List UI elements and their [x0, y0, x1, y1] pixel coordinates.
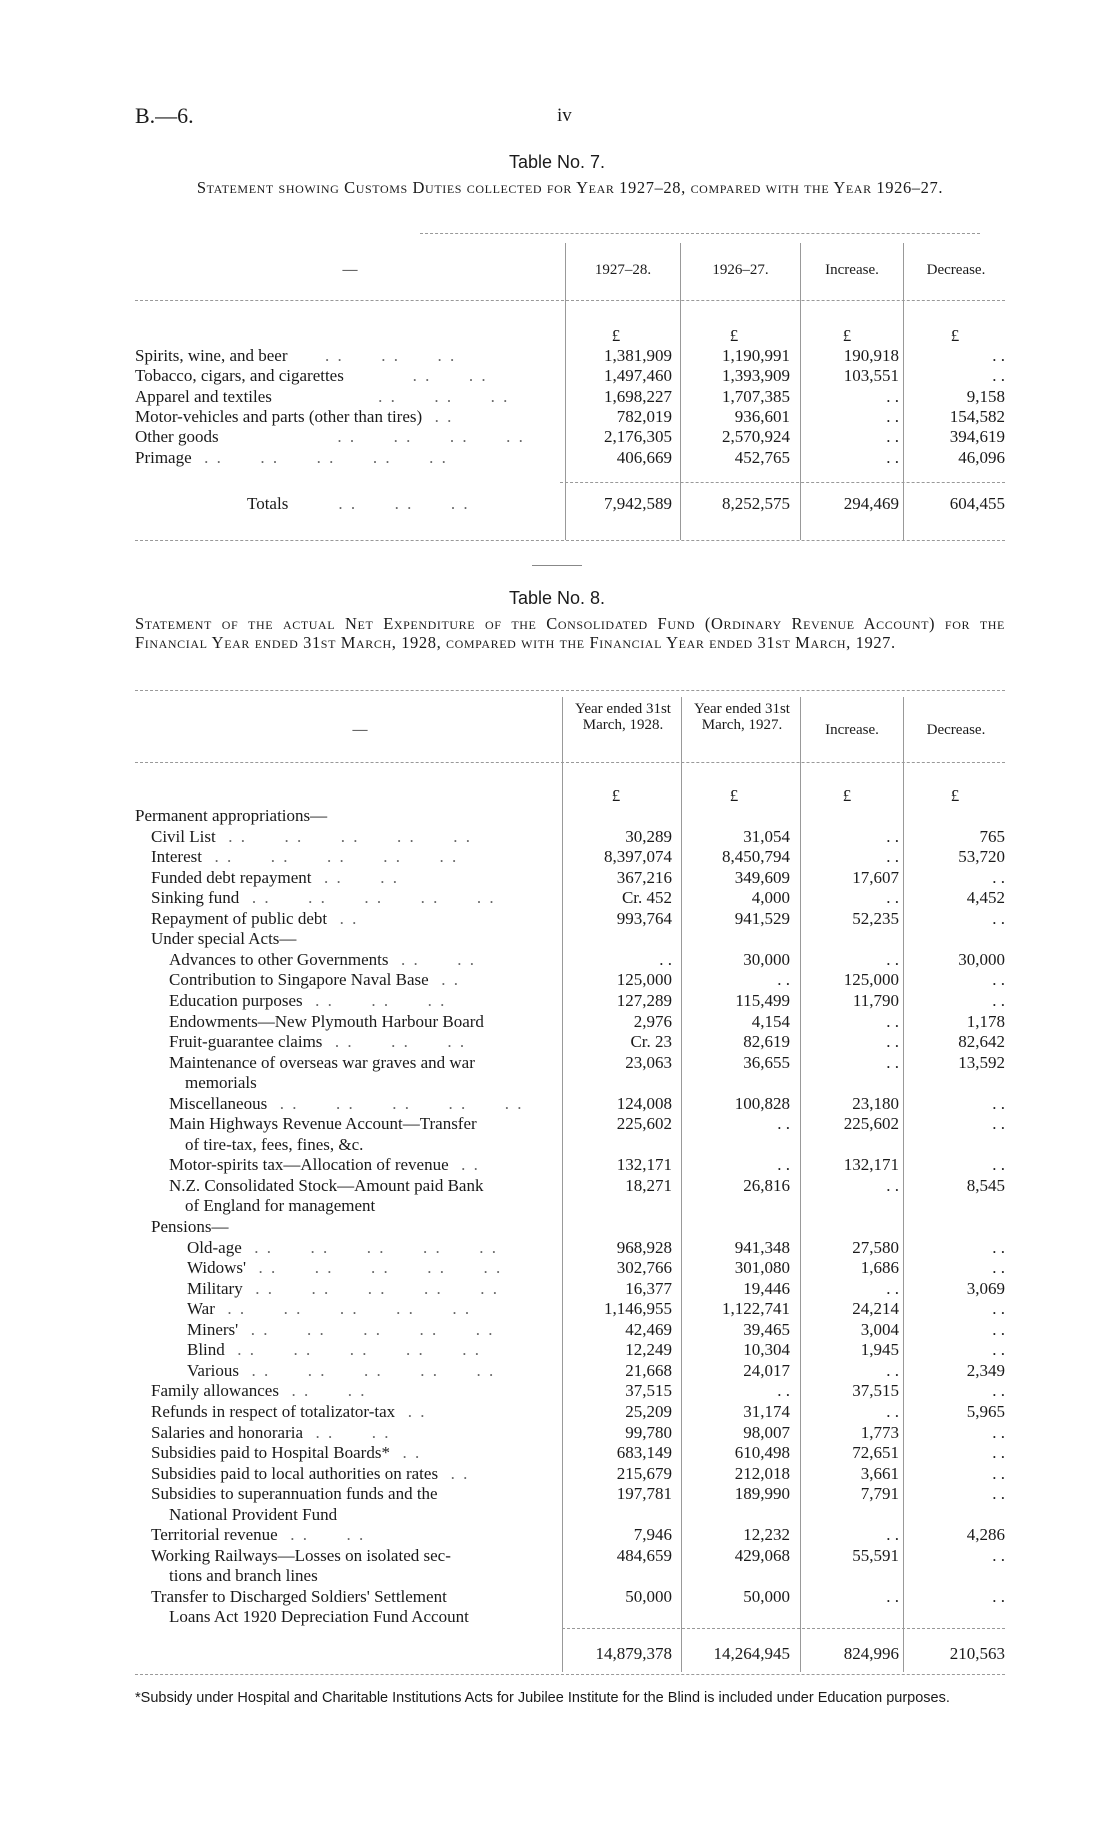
cell-value: 31,174	[743, 1401, 790, 1421]
cell-value: 3,661	[860, 1463, 899, 1483]
currency-symbol: £	[611, 786, 621, 805]
cell-value: 27,580	[852, 1237, 899, 1257]
cell-value: 50,000	[625, 1586, 672, 1606]
totals-label: Totals . . . . . .	[247, 494, 470, 513]
cell-value: 72,651	[852, 1443, 899, 1463]
row-label: Blind . . . . . . . . . .	[187, 1340, 482, 1360]
cell-value: 1,146,955	[604, 1299, 672, 1319]
cell-value: . .	[886, 1525, 899, 1545]
table7-top-rule	[420, 233, 980, 234]
row-label: Widows' . . . . . . . . . .	[187, 1258, 503, 1278]
cell-value: 4,154	[751, 1011, 790, 1031]
currency-symbol: £	[729, 786, 739, 805]
total-value: 8,252,575	[722, 494, 790, 513]
row-label: War . . . . . . . . . .	[187, 1299, 472, 1319]
row-label: Maintenance of overseas war graves and war	[169, 1052, 475, 1072]
cell-value: 190,918	[843, 346, 899, 365]
table-row	[0, 346, 1114, 366]
cell-value: . .	[992, 1299, 1005, 1319]
cell-value: 46,096	[958, 447, 1005, 467]
table7-title: Table No. 7.	[508, 152, 606, 172]
currency-symbol: £	[842, 786, 852, 805]
table-row	[0, 1525, 1114, 1545]
cell-value: . .	[659, 949, 672, 969]
row-label: Advances to other Governments . . . .	[169, 949, 477, 969]
table-row	[0, 909, 1114, 929]
cell-value: 52,235	[852, 908, 899, 928]
cell-value: . .	[886, 1401, 899, 1421]
row-label: Fruit-guarantee claims . . . . . .	[169, 1032, 467, 1052]
cell-value: . .	[992, 1484, 1005, 1504]
table-row	[0, 1053, 1114, 1073]
cell-value: . .	[992, 970, 1005, 990]
cell-value: 31,054	[743, 826, 790, 846]
footnote: *Subsidy under Hospital and Charitable Institutions Acts for Jubilee Institute for the Blind is included under Education purposes.	[135, 1690, 950, 1706]
cell-value: 2,349	[966, 1360, 1005, 1380]
cell-value: 5,965	[966, 1401, 1005, 1421]
cell-value: . .	[992, 1237, 1005, 1257]
table8-statement: Statement of the actual Net Expenditure of the Consolidated Fund (Ordinary Revenue Account) for the Financial Year ended 31st March, 1928, compared with the Financial Year ended 31st March, 1927.	[135, 614, 1005, 652]
cell-value: . .	[992, 1114, 1005, 1134]
table7-col-head-1926-27: 1926–27.	[712, 262, 769, 278]
table-row	[0, 1587, 1114, 1607]
row-label: Spirits, wine, and beer . . . . . .	[135, 346, 457, 365]
cell-value: . .	[992, 1586, 1005, 1606]
currency-symbol: £	[842, 326, 852, 345]
cell-value: 30,289	[625, 826, 672, 846]
cell-value: . .	[992, 1381, 1005, 1401]
cell-value: 30,000	[743, 949, 790, 969]
cell-value: 1,497,460	[604, 366, 672, 386]
currency-symbol: £	[950, 326, 960, 345]
table-row	[0, 1402, 1114, 1422]
table7-bottom-rule	[135, 540, 1005, 541]
cell-value: 8,450,794	[722, 847, 790, 867]
row-label-continuation: of tire-tax, fees, fines, &c.	[185, 1134, 364, 1154]
cell-value: 1,122,741	[722, 1299, 790, 1319]
cell-value: 12,232	[743, 1525, 790, 1545]
row-label-continuation: tions and branch lines	[169, 1566, 318, 1586]
cell-value: 13,592	[958, 1052, 1005, 1072]
cell-value: . .	[992, 1319, 1005, 1339]
table-row	[0, 847, 1114, 867]
cell-value: . .	[886, 826, 899, 846]
cell-value: 10,304	[743, 1340, 790, 1360]
row-label: Sinking fund . . . . . . . . . .	[151, 888, 496, 908]
table-row	[0, 1176, 1114, 1196]
cell-value: . .	[777, 1114, 790, 1134]
table7-col-head-1927-28: 1927–28.	[594, 262, 652, 278]
cell-value: . .	[992, 1463, 1005, 1483]
row-label-continuation: of England for management	[185, 1196, 376, 1216]
cell-value: . .	[992, 1093, 1005, 1113]
cell-value: 1,178	[966, 1011, 1005, 1031]
cell-value: 782,019	[616, 406, 672, 426]
total-value: 294,469	[843, 494, 899, 513]
cell-value: 98,007	[743, 1422, 790, 1442]
row-label: Transfer to Discharged Soldiers' Settlement	[151, 1586, 447, 1606]
row-label: Interest . . . . . . . . . .	[151, 847, 459, 867]
page-number: iv	[557, 105, 572, 126]
table-row	[0, 1340, 1114, 1360]
cell-value: 4,286	[966, 1525, 1005, 1545]
cell-value: . .	[992, 366, 1005, 386]
table7-totals-row	[0, 494, 1114, 514]
cell-value: 683,149	[616, 1443, 672, 1463]
row-label: Pensions—	[151, 1217, 229, 1236]
cell-value: 7,946	[633, 1525, 672, 1545]
cell-value: 3,069	[966, 1278, 1005, 1298]
cell-value: 225,602	[843, 1114, 899, 1134]
cell-value: . .	[992, 1422, 1005, 1442]
row-label: N.Z. Consolidated Stock—Amount paid Bank	[169, 1175, 484, 1195]
row-label: Miscellaneous . . . . . . . . . .	[169, 1093, 524, 1113]
table-row	[0, 806, 1114, 826]
cell-value: . .	[777, 970, 790, 990]
row-label: Old-age . . . . . . . . . .	[187, 1237, 499, 1257]
table8-top-rule	[135, 690, 1005, 691]
row-label: Motor-vehicles and parts (other than tires) . .	[135, 406, 454, 426]
row-label-continuation: memorials	[185, 1073, 257, 1093]
cell-value: 936,601	[734, 406, 790, 426]
cell-value: 11,790	[852, 990, 899, 1010]
cell-value: . .	[886, 847, 899, 867]
cell-value: 37,515	[625, 1381, 672, 1401]
row-label: Miners' . . . . . . . . . .	[187, 1319, 495, 1339]
cell-value: 53,720	[958, 847, 1005, 867]
total-value: 14,264,945	[713, 1644, 790, 1663]
row-label: Salaries and honoraria . . . .	[151, 1422, 391, 1442]
table-row	[0, 1155, 1114, 1175]
row-label: Subsidies to superannuation funds and the	[151, 1484, 438, 1504]
cell-value: 18,271	[625, 1175, 672, 1195]
cell-value: 993,764	[616, 908, 672, 928]
table7-statement: Statement showing Customs Duties collected for Year 1927–28, compared with the Year 1926–27.	[196, 178, 944, 197]
row-label: Contribution to Singapore Naval Base . .	[169, 970, 460, 990]
cell-value: 30,000	[958, 949, 1005, 969]
row-label: Primage . . . . . . . . . .	[135, 447, 448, 467]
table-row	[0, 1299, 1114, 1319]
cell-value: 1,945	[860, 1340, 899, 1360]
cell-value: . .	[886, 1175, 899, 1195]
cell-value: 1,773	[860, 1422, 899, 1442]
cell-value: 765	[979, 826, 1005, 846]
cell-value: 1,686	[860, 1258, 899, 1278]
table-row	[0, 1443, 1114, 1463]
row-label: Civil List . . . . . . . . . .	[151, 826, 472, 846]
row-label: Funded debt repayment . . . .	[151, 867, 400, 887]
table-row	[0, 929, 1114, 949]
section-divider	[532, 565, 582, 566]
cell-value: 17,607	[852, 867, 899, 887]
cell-value: . .	[886, 447, 899, 467]
cell-value: 16,377	[625, 1278, 672, 1298]
cell-value: . .	[992, 908, 1005, 928]
cell-value: 23,063	[625, 1052, 672, 1072]
table-row	[0, 1464, 1114, 1484]
table-row	[0, 970, 1114, 990]
cell-value: . .	[886, 406, 899, 426]
cell-value: 12,249	[625, 1340, 672, 1360]
table-row	[0, 1217, 1114, 1237]
table-row	[0, 448, 1114, 468]
cell-value: . .	[886, 1011, 899, 1031]
table-row	[0, 1114, 1114, 1134]
table8-col-head-decrease: Decrease.	[926, 722, 986, 738]
table8-currency-row	[0, 786, 1114, 806]
table7-col-head-decrease: Decrease.	[926, 262, 986, 278]
table8-col-head-1928: Year ended 31st March, 1928.	[575, 701, 671, 733]
table-row	[0, 888, 1114, 908]
cell-value: 301,080	[734, 1258, 790, 1278]
cell-value: . .	[992, 1155, 1005, 1175]
total-value: 824,996	[843, 1644, 899, 1663]
cell-value: 50,000	[743, 1586, 790, 1606]
table-row	[0, 827, 1114, 847]
cell-value: 941,348	[734, 1237, 790, 1257]
cell-value: 42,469	[625, 1319, 672, 1339]
cell-value: 1,190,991	[722, 346, 790, 365]
cell-value: 132,171	[616, 1155, 672, 1175]
cell-value: 197,781	[616, 1484, 672, 1504]
row-label: Working Railways—Losses on isolated sec-	[151, 1545, 451, 1565]
table8-totals-row	[0, 1644, 1114, 1664]
cell-value: Cr. 452	[621, 888, 672, 908]
table-row	[0, 1484, 1114, 1504]
table7-col-head-increase: Increase.	[825, 262, 879, 278]
cell-value: 127,289	[616, 990, 672, 1010]
cell-value: 115,499	[735, 990, 790, 1010]
table-row	[0, 1361, 1114, 1381]
table-row	[0, 1546, 1114, 1566]
table-row	[0, 1258, 1114, 1278]
row-label: Under special Acts—	[151, 929, 297, 949]
currency-symbol: £	[729, 326, 739, 345]
cell-value: 132,171	[843, 1155, 899, 1175]
row-label: Motor-spirits tax—Allocation of revenue . .	[169, 1155, 480, 1175]
cell-value: 8,545	[966, 1175, 1005, 1195]
row-label: Subsidies paid to local authorities on rates . .	[151, 1463, 470, 1483]
row-label: Military . . . . . . . . . .	[187, 1278, 499, 1298]
table-row	[0, 1381, 1114, 1401]
cell-value: 2,976	[633, 1011, 672, 1031]
total-value: 7,942,589	[604, 494, 672, 513]
cell-value: 302,766	[616, 1258, 672, 1278]
cell-value: 3,004	[860, 1319, 899, 1339]
cell-value: 215,679	[616, 1463, 672, 1483]
table8-totals-rule	[562, 1628, 1005, 1629]
table8-col-head-increase: Increase.	[825, 722, 879, 738]
cell-value: 36,655	[743, 1052, 790, 1072]
table8-header-rule	[135, 762, 1005, 763]
table-row	[0, 427, 1114, 447]
cell-value: 2,570,924	[722, 427, 790, 447]
total-value: 210,563	[949, 1644, 1005, 1663]
cell-value: . .	[886, 1278, 899, 1298]
cell-value: . .	[886, 1586, 899, 1606]
cell-value: 225,602	[616, 1114, 672, 1134]
table-row	[0, 1032, 1114, 1052]
row-label: Education purposes . . . . . .	[169, 990, 447, 1010]
cell-value: 39,465	[743, 1319, 790, 1339]
cell-value: . .	[886, 888, 899, 908]
cell-value: . .	[992, 867, 1005, 887]
cell-value: 82,619	[743, 1032, 790, 1052]
cell-value: . .	[886, 1052, 899, 1072]
table-row	[0, 366, 1114, 386]
cell-value: 23,180	[852, 1093, 899, 1113]
cell-value: 394,619	[949, 427, 1005, 447]
cell-value: 349,609	[734, 867, 790, 887]
table-row	[0, 950, 1114, 970]
row-label: Various . . . . . . . . . .	[187, 1360, 496, 1380]
cell-value: 610,498	[734, 1443, 790, 1463]
cell-value: 25,209	[625, 1401, 672, 1421]
cell-value: . .	[992, 990, 1005, 1010]
cell-value: 55,591	[852, 1545, 899, 1565]
cell-value: 103,551	[843, 366, 899, 386]
row-label: Refunds in respect of totalizator-tax . .	[151, 1401, 427, 1421]
cell-value: 7,791	[860, 1484, 899, 1504]
cell-value: 941,529	[734, 908, 790, 928]
cell-value: 125,000	[616, 970, 672, 990]
cell-value: 9,158	[966, 386, 1005, 406]
row-label: Repayment of public debt . .	[151, 908, 359, 928]
row-label: Territorial revenue . . . .	[151, 1525, 366, 1545]
table-row	[0, 387, 1114, 407]
cell-value: 429,068	[734, 1545, 790, 1565]
table-row	[0, 1012, 1114, 1032]
table-row	[0, 1320, 1114, 1340]
currency-symbol: £	[950, 786, 960, 805]
cell-value: 37,515	[852, 1381, 899, 1401]
total-value: 604,455	[949, 494, 1005, 513]
cell-value: 24,214	[852, 1299, 899, 1319]
table-row	[0, 407, 1114, 427]
row-label: Endowments—New Plymouth Harbour Board	[169, 1011, 484, 1031]
table8-bottom-rule	[135, 1674, 1005, 1675]
table-row	[0, 1094, 1114, 1114]
cell-value: 1,698,227	[604, 386, 672, 406]
row-label: Subsidies paid to Hospital Boards* . .	[151, 1443, 422, 1463]
cell-value: 4,452	[966, 888, 1005, 908]
cell-value: 1,393,909	[722, 366, 790, 386]
cell-value: 189,990	[734, 1484, 790, 1504]
cell-value: . .	[886, 427, 899, 447]
row-label-continuation: National Provident Fund	[169, 1504, 338, 1524]
row-label-continuation: Loans Act 1920 Depreciation Fund Account	[169, 1607, 469, 1627]
cell-value: 154,582	[949, 406, 1005, 426]
cell-value: 4,000	[751, 888, 790, 908]
total-value: 14,879,378	[595, 1644, 672, 1663]
table-row	[0, 1238, 1114, 1258]
cell-value: 8,397,074	[604, 847, 672, 867]
row-label: Permanent appropriations—	[135, 806, 328, 825]
cell-value: . .	[992, 1545, 1005, 1565]
cell-value: 2,176,305	[604, 427, 672, 447]
cell-value: 1,381,909	[604, 346, 672, 365]
cell-value: 367,216	[616, 867, 672, 887]
cell-value: . .	[886, 1032, 899, 1052]
cell-value: 406,669	[616, 447, 672, 467]
cell-value: Cr. 23	[630, 1032, 672, 1052]
table-row	[0, 1423, 1114, 1443]
cell-value: 452,765	[734, 447, 790, 467]
cell-value: . .	[886, 949, 899, 969]
table7-currency-row	[0, 326, 1114, 346]
cell-value: . .	[992, 1258, 1005, 1278]
cell-value: . .	[992, 346, 1005, 365]
row-label: Apparel and textiles . . . . . .	[135, 386, 510, 406]
cell-value: 125,000	[843, 970, 899, 990]
table7-col-head-label: —	[342, 262, 358, 278]
table-row	[0, 1279, 1114, 1299]
cell-value: 19,446	[743, 1278, 790, 1298]
cell-value: . .	[777, 1381, 790, 1401]
table8-col-head-label: —	[352, 722, 368, 738]
table8-col-head-1927: Year ended 31st March, 1927.	[694, 701, 790, 733]
table7-totals-rule	[560, 482, 1005, 483]
row-label: Family allowances . . . .	[151, 1381, 367, 1401]
cell-value: 82,642	[958, 1032, 1005, 1052]
table-row	[0, 991, 1114, 1011]
row-label: Main Highways Revenue Account—Transfer	[169, 1114, 477, 1134]
cell-value: 968,928	[616, 1237, 672, 1257]
cell-value: 212,018	[734, 1463, 790, 1483]
table8-title: Table No. 8.	[508, 588, 606, 608]
cell-value: . .	[992, 1443, 1005, 1463]
cell-value: 1,707,385	[722, 386, 790, 406]
cell-value: 26,816	[743, 1175, 790, 1195]
cell-value: . .	[992, 1340, 1005, 1360]
table7-header-rule	[135, 300, 1005, 301]
row-label: Tobacco, cigars, and cigarettes . . . .	[135, 366, 488, 386]
cell-value: 100,828	[734, 1093, 790, 1113]
cell-value: 24,017	[743, 1360, 790, 1380]
table-row	[0, 868, 1114, 888]
cell-value: 21,668	[625, 1360, 672, 1380]
currency-symbol: £	[611, 326, 621, 345]
cell-value: 484,659	[616, 1545, 672, 1565]
row-label: Other goods . . . . . . . .	[135, 427, 525, 447]
cell-value: . .	[777, 1155, 790, 1175]
cell-value: . .	[886, 386, 899, 406]
page-reference: B.—6.	[135, 103, 194, 128]
cell-value: . .	[886, 1360, 899, 1380]
cell-value: 99,780	[625, 1422, 672, 1442]
cell-value: 124,008	[616, 1093, 672, 1113]
